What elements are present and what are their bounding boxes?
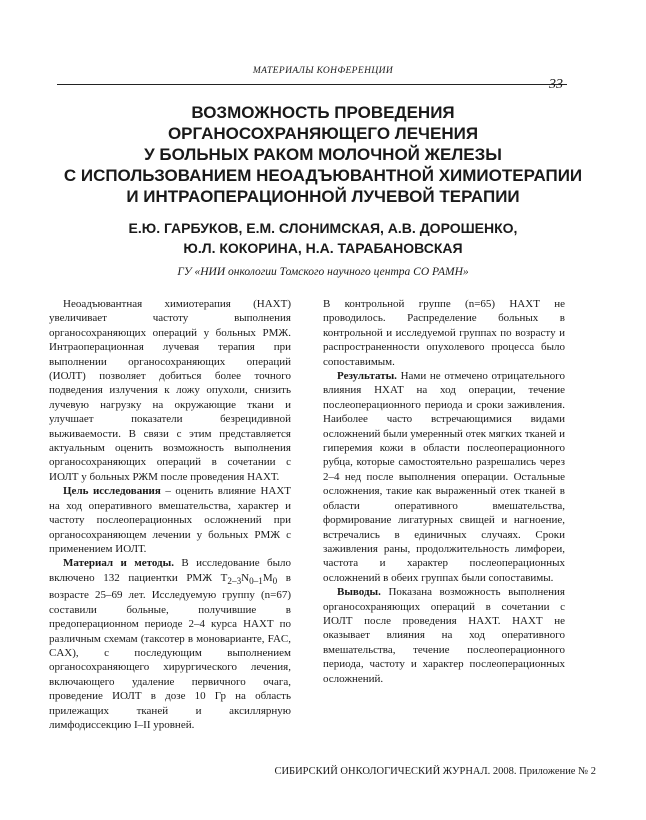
running-head: МАТЕРИАЛЫ КОНФЕРЕНЦИИ <box>252 66 394 76</box>
aim-paragraph <box>49 484 291 556</box>
stage-m-subscript: 0 <box>272 575 278 586</box>
stage-n: N <box>241 571 250 584</box>
title-line: У БОЛЬНЫХ РАКОМ МОЛОЧНОЙ ЖЕЛЕЗЫ <box>144 145 502 164</box>
authors <box>20 218 626 258</box>
page-number: 33 <box>549 77 563 92</box>
stage-m: M <box>262 571 273 584</box>
conclusions-text: Показана возможность выполнения органосохраняющих операций в сочетании с ИОЛТ после проведения НАХТ. НАХТ не оказывает влияния на ход оперативного вмешательства, течение послеоперационного периода, частоту и характер послеоперационных осложнений. <box>323 586 565 685</box>
title-line: И ИНТРАОПЕРАЦИОННОЙ ЛУЧЕВОЙ ТЕРАПИИ <box>126 187 520 206</box>
results-paragraph <box>323 369 565 585</box>
intro-paragraph: Неоадъювантная химиотерапия (НАХТ) увеличивает частоту выполнения органосохраняющих операций у больных РМЖ. Интраоперационная лучевая терапия при выполнении органосохраняющих операций (ИОЛТ) позволяет добиться более точного подведения излучения к ложу опухоли, снизить лучевую нагрузку на окружающие ткани и улучшает показатели безрецидивной выживаемости. В связи с этим представляется актуальным оценить возможность выполнения органосохраняющих операций в сочетании с ИОЛТ у больных РЖМ после проведения НАХТ. <box>49 298 291 483</box>
methods-label: Материал и методы. <box>63 557 174 570</box>
aim-text: – оценить влияние НАХТ на ход оперативного вмешательства, характер и частоту послеоперационных осложнений при органосохраняющем лечении у больных РМЖ с применением ИОЛТ. <box>49 485 291 555</box>
right-column <box>323 297 565 686</box>
left-column <box>49 297 291 732</box>
title-line: С ИСПОЛЬЗОВАНИЕМ НЕОАДЪЮВАНТНОЙ ХИМИОТЕРАПИИ <box>63 166 583 185</box>
authors-line: Е.Ю. ГАРБУКОВ, Е.М. СЛОНИМСКАЯ, А.В. ДОРОШЕНКО, <box>128 220 518 236</box>
authors-line: Ю.Л. КОКОРИНА, Н.А. ТАРАБАНОВСКАЯ <box>183 240 463 256</box>
conclusions-label: Выводы. <box>337 586 381 599</box>
article-title <box>20 102 626 207</box>
stage-n-subscript: 0–1 <box>249 575 263 586</box>
title-line: ВОЗМОЖНОСТЬ ПРОВЕДЕНИЯ <box>191 103 455 122</box>
conclusions-paragraph <box>323 585 565 686</box>
methods-text-continued: в возрасте 25–69 лет. Исследуемую группу (n=67) составили больные, получившие в предоперационном периоде 2–4 курса НАХТ по различным схемам (таксотер в моноварианте, FAC, CAX), с последующим выполнением органосохраняющего хирургического лечения, включающего удаление первичного очага, проведение ИОЛТ в дозе 10 Гр на область прилежащих тканей и аксиллярную лимфодиссекцию I–II уровней. <box>49 571 291 731</box>
results-text: Нами не отмечено отрицательного влияния НХАТ на ход операции, течение послеоперационного периода и сроки заживления. Наиболее часто встречающимися видами осложнений были умеренный отек мягких тканей и гиперемия кожи в области послеоперационного рубца, которые самостоятельно разрешались через 2–4 нед после выполнения операции. Остальные осложнения, такие как выраженный отек тканей в области оперативного вмешательства, формирование лигатурных свищей и нагноение, встречались в единичных случаях. Сроки заживления раны, продолжительность лимфореи, частота и характер послеоперационных осложнений в обеих группах были сопоставимы. <box>323 370 565 584</box>
affiliation: ГУ «НИИ онкологии Томского научного центра СО РАМН» <box>177 266 469 278</box>
control-group-paragraph: В контрольной группе (n=65) НАХТ не проводилось. Распределение больных в контрольной и исследуемой группах по возрасту и распространенности опухолевого процесса было сопоставимым. <box>323 298 565 368</box>
results-label: Результаты. <box>337 370 397 383</box>
journal-footer: СИБИРСКИЙ ОНКОЛОГИЧЕСКИЙ ЖУРНАЛ. 2008. Приложение № 2 <box>274 766 596 777</box>
methods-paragraph <box>49 556 291 732</box>
header-rule <box>57 84 567 85</box>
title-line: ОРГАНОСОХРАНЯЮЩЕГО ЛЕЧЕНИЯ <box>167 124 479 143</box>
stage-t-subscript: 2–3 <box>227 575 242 586</box>
aim-label: Цель исследования <box>63 485 161 498</box>
methods-text: В исследование было включено 132 пациентки РМЖ T <box>49 557 291 584</box>
